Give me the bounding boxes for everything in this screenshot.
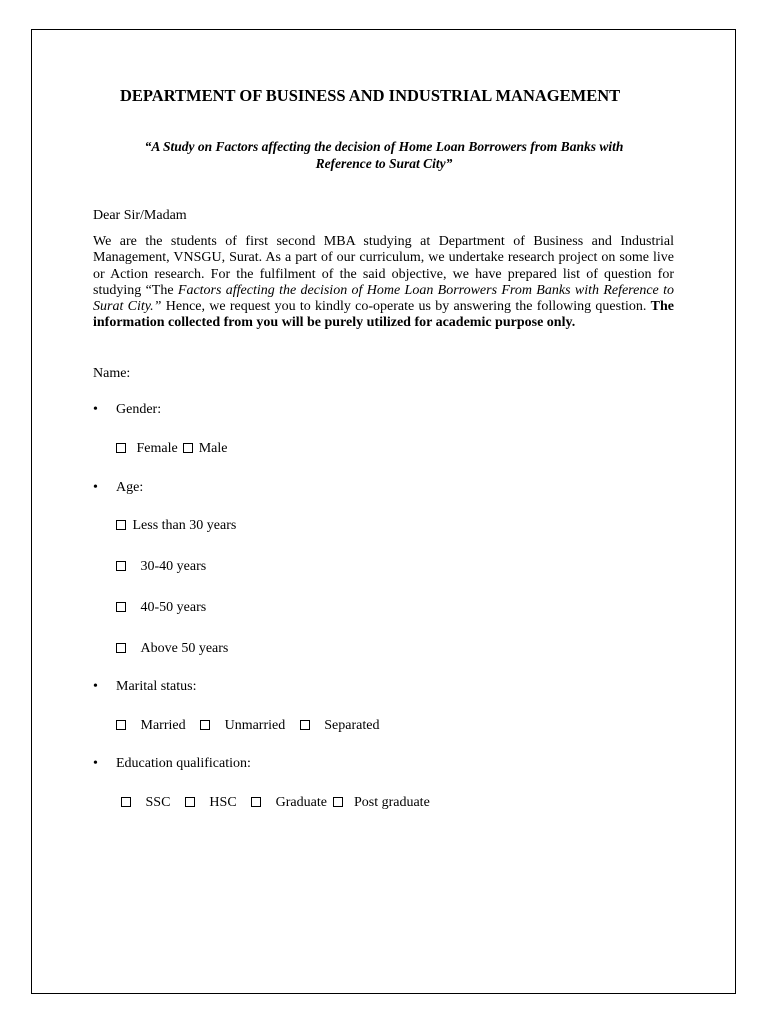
checkbox-unmarried[interactable] — [200, 720, 210, 730]
option-married-label: Married — [140, 718, 186, 733]
checkbox-separated[interactable] — [300, 720, 310, 730]
intro-text-2: Hence, we request you to kindly co-operate us by answering the following question. — [161, 299, 651, 315]
age-label: Age: — [116, 480, 144, 495]
bullet-icon: • — [93, 402, 98, 417]
option-hsc-label: HSC — [209, 795, 237, 810]
checkbox-ssc[interactable] — [121, 797, 131, 807]
marital-status-label: Marital status: — [116, 679, 197, 694]
checkbox-age-30-40[interactable] — [116, 561, 126, 571]
intro-text-1: We are the students of first second MBA studying at Department of Business and Industrial Management, VNSGU, Surat. As a part of our curriculum, we undertake research project on some live or Action research. For the fulfilment of the said objective, we have prepared list of question for studying “The — [93, 234, 674, 298]
gender-options — [116, 441, 227, 457]
intro-study-title: Factors affecting the decision of Home Loan Borrowers From Banks with Reference to Surat City.” — [93, 282, 674, 315]
age-option-row — [116, 641, 228, 657]
option-male-label: Male — [198, 441, 228, 456]
study-title-line-2: Reference to Surat City” — [315, 156, 453, 171]
study-title — [96, 138, 672, 172]
checkbox-male[interactable] — [183, 443, 193, 453]
option-female-label: Female — [136, 441, 178, 456]
salutation: Dear Sir/Madam — [93, 208, 187, 223]
bullet-icon: • — [93, 756, 98, 771]
age-option-row — [116, 518, 236, 534]
checkbox-post-graduate[interactable] — [333, 797, 343, 807]
department-heading: DEPARTMENT OF BUSINESS AND INDUSTRIAL MANAGEMENT — [120, 86, 621, 105]
checkbox-age-above-50[interactable] — [116, 643, 126, 653]
option-ssc-label: SSC — [145, 795, 171, 810]
option-post-graduate-label: Post graduate — [353, 795, 430, 810]
checkbox-female[interactable] — [116, 443, 126, 453]
checkbox-age-under-30[interactable] — [116, 520, 126, 530]
checkbox-age-40-50[interactable] — [116, 602, 126, 612]
marital-options — [116, 718, 379, 734]
page-border — [31, 29, 736, 994]
option-age-above-50-label: Above 50 years — [140, 641, 229, 656]
option-unmarried-label: Unmarried — [224, 718, 286, 733]
name-label: Name: — [93, 366, 131, 381]
option-age-40-50-label: 40-50 years — [140, 600, 207, 615]
age-option-row — [116, 559, 206, 575]
age-option-row — [116, 600, 206, 616]
option-age-30-40-label: 30-40 years — [140, 559, 207, 574]
bullet-icon: • — [93, 480, 98, 495]
checkbox-graduate[interactable] — [251, 797, 261, 807]
bullet-icon: • — [93, 679, 98, 694]
intro-paragraph — [93, 234, 674, 332]
option-graduate-label: Graduate — [275, 795, 327, 810]
education-label: Education qualification: — [116, 756, 251, 771]
checkbox-married[interactable] — [116, 720, 126, 730]
checkbox-hsc[interactable] — [185, 797, 195, 807]
study-title-line-1: “A Study on Factors affecting the decision of Home Loan Borrowers from Banks with — [144, 139, 624, 154]
intro-disclaimer: The information collected from you will be purely utilized for academic purpose only. — [93, 299, 674, 331]
option-separated-label: Separated — [324, 718, 380, 733]
education-options — [121, 795, 430, 811]
option-age-under-30-label: Less than 30 years — [132, 518, 237, 533]
gender-label: Gender: — [116, 402, 162, 417]
